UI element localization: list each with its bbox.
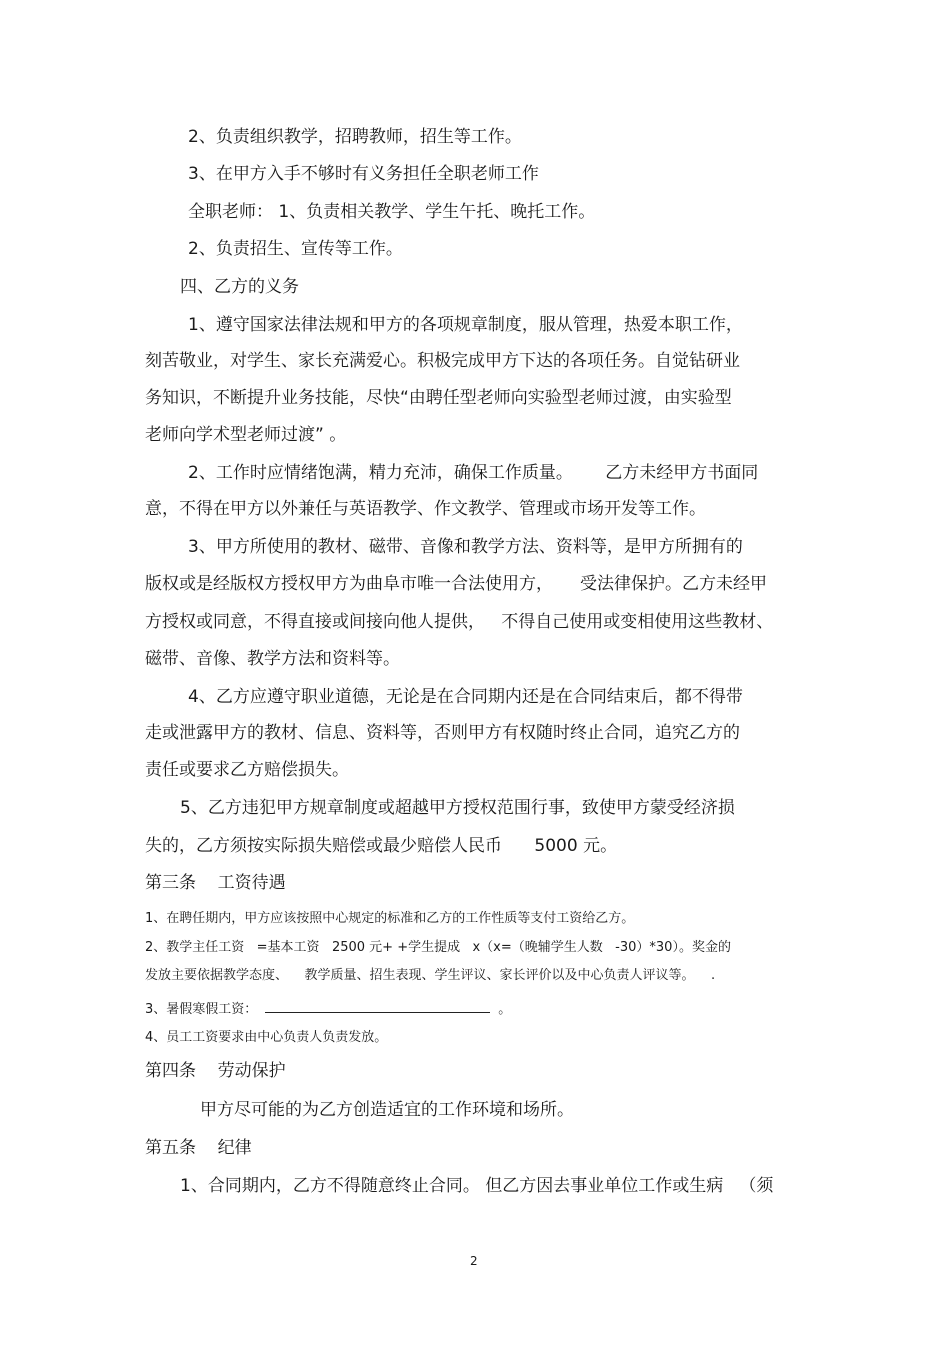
text-line: 甲方尽可能的为乙方创造适宜的工作环境和场所。 <box>200 1100 574 1120</box>
article-heading: 第三条 工资待遇 <box>145 873 286 893</box>
article-heading: 第五条 纪律 <box>145 1138 252 1158</box>
text-line: 1、在聘任期内，甲方应该按照中心规定的标准和乙方的工作性质等支付工资给乙方。 <box>145 911 635 926</box>
text-line: 走或泄露甲方的教材、信息、资料等，否则甲方有权随时终止合同，追究乙方的 <box>145 723 740 743</box>
text-line: 责任或要求乙方赔偿损失。 <box>145 760 349 780</box>
section-heading: 四、乙方的义务 <box>180 277 299 297</box>
text-line: 2、负责招生、宣传等工作。 <box>188 239 403 259</box>
page-number: 2 <box>470 1254 478 1268</box>
text-line: 方授权或同意，不得直接或间接向他人提供， 不得自己使用或变相使用这些教材、 <box>145 612 774 632</box>
article-heading: 第四条 劳动保护 <box>145 1061 286 1081</box>
text-line: 刻苦敬业，对学生、家长充满爱心。积极完成甲方下达的各项任务。自觉钻研业 <box>145 351 740 371</box>
summer-winter-wage-label: 3、暑假寒假工资： <box>145 1002 258 1017</box>
text-line: 发放主要依据教学态度、 教学质量、招生表现、学生评议、家长评价以及中心负责人评议等。 . <box>145 968 716 983</box>
text-line: 版权或是经版权方授权甲方为曲阜市唯一合法使用方， 受法律保护。乙方未经甲 <box>145 574 768 594</box>
text-line: 务知识，不断提升业务技能，尽快“由聘任型老师向实验型老师过渡，由实验型 <box>145 388 732 408</box>
text-line: 4、员工工资要求由中心负责人负责发放。 <box>145 1030 388 1045</box>
text-line: 磁带、音像、教学方法和资料等。 <box>145 649 400 669</box>
text-line <box>145 1000 511 1019</box>
text-line: 3、甲方所使用的教材、磁带、音像和教学方法、资料等，是甲方所拥有的 <box>188 537 743 557</box>
text-line: 3、在甲方入手不够时有义务担任全职老师工作 <box>188 164 539 184</box>
text-line: 1、合同期内，乙方不得随意终止合同。 但乙方因去事业单位工作或生病 （须 <box>180 1176 774 1196</box>
text-line: 意，不得在甲方以外兼任与英语教学、作文教学、管理或市场开发等工作。 <box>145 499 706 519</box>
text-line: 失的，乙方须按实际损失赔偿或最少赔偿人民币 5000 元。 <box>145 836 618 856</box>
text-line: 1、遵守国家法律法规和甲方的各项规章制度，服从管理，热爱本职工作， <box>188 315 743 335</box>
blank-fill-line <box>265 1000 490 1013</box>
text-line: 2、教学主任工资 =基本工资 2500 元+ +学生提成 x（x=（晚辅学生人数 -30）*30）。奖金的 <box>145 940 731 955</box>
text-line: 2、负责组织教学，招聘教师，招生等工作。 <box>188 127 522 147</box>
blank-end-punct: 。 <box>498 1002 512 1017</box>
text-line: 2、工作时应情绪饱满，精力充沛，确保工作质量。 乙方未经甲方书面同 <box>188 463 759 483</box>
text-line: 5、乙方违犯甲方规章制度或超越甲方授权范围行事，致使甲方蒙受经济损 <box>180 798 735 818</box>
text-line: 老师向学术型老师过渡” 。 <box>145 425 347 445</box>
text-line: 全职老师： 1、负责相关教学、学生午托、晚托工作。 <box>188 202 596 222</box>
text-line: 4、乙方应遵守职业道德，无论是在合同期内还是在合同结束后，都不得带 <box>188 687 743 707</box>
